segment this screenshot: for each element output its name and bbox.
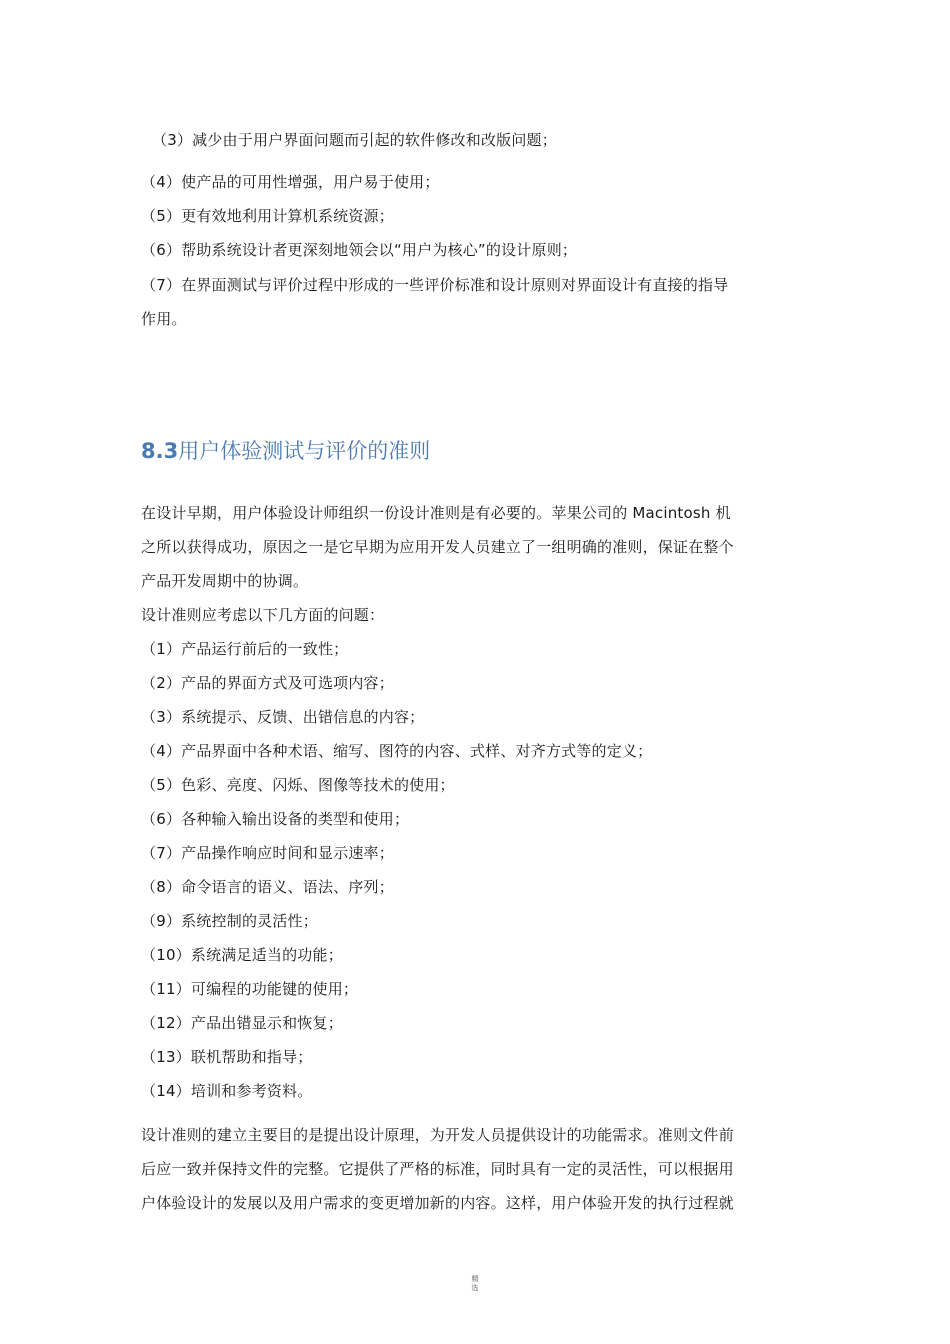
list-item-continuation: 作用。 bbox=[141, 310, 187, 328]
paragraph-line: 后应一致并保持文件的完整。它提供了严格的标准，同时具有一定的灵活性，可以根据用 bbox=[141, 1160, 734, 1178]
list-item: （4）产品界面中各种术语、缩写、图符的内容、式样、对齐方式等的定义； bbox=[141, 742, 653, 760]
list-item: （1）产品运行前后的一致性； bbox=[141, 640, 349, 658]
list-item: （9）系统控制的灵活性； bbox=[141, 912, 318, 930]
footer-char: 选 bbox=[471, 1284, 479, 1292]
list-item: （12）产品出错显示和恢复； bbox=[141, 1014, 343, 1032]
list-item: （7）在界面测试与评价过程中形成的一些评价标准和设计原则对界面设计有直接的指导 bbox=[141, 276, 729, 294]
list-item: （6）各种输入输出设备的类型和使用； bbox=[141, 810, 410, 828]
list-item: （5）更有效地利用计算机系统资源； bbox=[141, 207, 394, 225]
list-item: （14）培训和参考资料。 bbox=[141, 1082, 313, 1100]
list-item: （3）减少由于用户界面问题而引起的软件修改和改版问题； bbox=[152, 131, 557, 149]
list-item: （10）系统满足适当的功能； bbox=[141, 946, 343, 964]
paragraph-line: 之所以获得成功，原因之一是它早期为应用开发人员建立了一组明确的准则，保证在整个 bbox=[141, 538, 734, 556]
list-item: （8）命令语言的语义、语法、序列； bbox=[141, 878, 394, 896]
list-item: （5）色彩、亮度、闪烁、图像等技术的使用； bbox=[141, 776, 455, 794]
section-number: 8.3 bbox=[141, 439, 179, 463]
list-item: （7）产品操作响应时间和显示速率； bbox=[141, 844, 394, 862]
paragraph-line: 户体验设计的发展以及用户需求的变更增加新的内容。这样，用户体验开发的执行过程就 bbox=[141, 1194, 734, 1212]
list-item: （3）系统提示、反馈、出错信息的内容； bbox=[141, 708, 425, 726]
paragraph-line: 设计准则应考虑以下几方面的问题： bbox=[141, 606, 385, 624]
paragraph-line: 产品开发周期中的协调。 bbox=[141, 572, 309, 590]
list-item: （4）使产品的可用性增强，用户易于使用； bbox=[141, 173, 440, 191]
section-title: 用户体验测试与评价的准则 bbox=[178, 439, 431, 463]
paragraph-line: 在设计早期，用户体验设计师组织一份设计准则是有必要的。苹果公司的 Macintosh 机 bbox=[141, 504, 731, 522]
list-item: （2）产品的界面方式及可选项内容； bbox=[141, 674, 394, 692]
page-footer bbox=[465, 1275, 485, 1293]
list-item: （6）帮助系统设计者更深刻地领会以“用户为核心”的设计原则； bbox=[141, 241, 578, 259]
footer-char: 精 bbox=[471, 1275, 479, 1283]
list-item: （13）联机帮助和指导； bbox=[141, 1048, 313, 1066]
paragraph-line: 设计准则的建立主要目的是提出设计原理，为开发人员提供设计的功能需求。准则文件前 bbox=[141, 1126, 734, 1144]
section-heading bbox=[141, 437, 430, 465]
list-item: （11）可编程的功能键的使用； bbox=[141, 980, 359, 998]
